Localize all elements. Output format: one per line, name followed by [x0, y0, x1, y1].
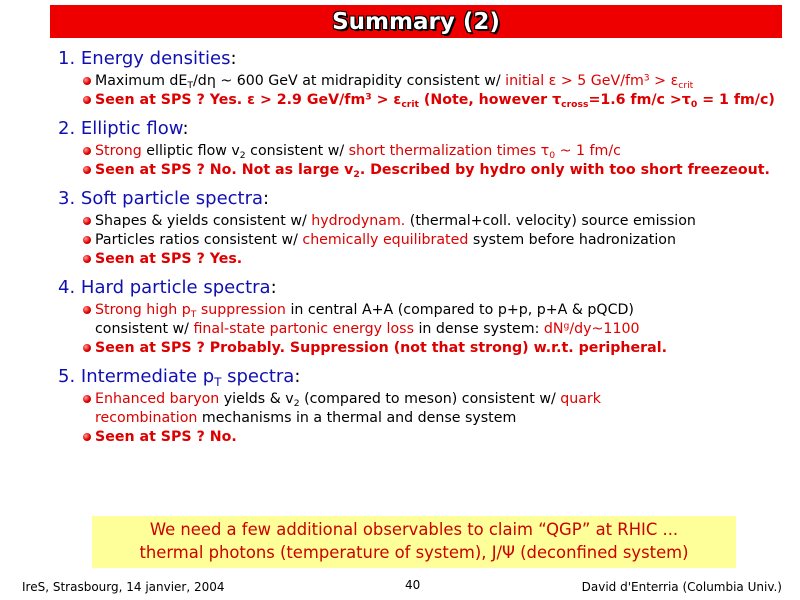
bullet-dot-icon	[83, 147, 91, 155]
bullet-item: Seen at SPS ? No. Not as large $v_2$. Described by hydro only with too short freezeout.	[58, 161, 798, 180]
bullet-item: Seen at SPS ? Probably. Suppression (not that strong) w.r.t. peripheral.	[58, 339, 798, 358]
bullet-dot-icon	[83, 96, 91, 104]
colon: :	[263, 188, 270, 209]
section-title: Elliptic flow	[80, 118, 183, 139]
slide-content	[58, 46, 798, 453]
conclusion-line: thermal photons (temperature of system), J/Ψ (deconfined system)	[139, 543, 689, 562]
bullet-item: Maximum $dE_T/d\eta$ ~ 600 GeV at midrapidity consistent w/ initial ε > 5 GeV/$fm^3 > \varepsilon_{crit}$	[58, 72, 798, 91]
page-number: 40	[405, 578, 421, 592]
section-soft-particle-spectra	[58, 186, 798, 269]
colon: :	[270, 277, 277, 298]
bullet-item: Seen at SPS ? No.	[58, 428, 798, 447]
footer-author: David d'Enterria (Columbia Univ.)	[581, 580, 782, 594]
bullet-item: Strong high $p_T$ suppression in central A+A (compared to p+p, p+A & pQCD)	[58, 301, 798, 320]
section-number: 3.	[58, 188, 76, 209]
section-intermediate-pt-spectra	[58, 364, 798, 447]
section-heading	[58, 186, 798, 212]
section-number: 2.	[58, 118, 76, 139]
conclusion-line: We need a few additional observables to claim “QGP” at RHIC ...	[149, 520, 679, 539]
section-title: Hard particle spectra	[80, 277, 271, 298]
section-title: Intermediate p	[80, 366, 215, 387]
conclusion-box	[92, 516, 736, 568]
section-number: 5.	[58, 366, 76, 387]
bullet-dot-icon	[83, 217, 91, 225]
colon: :	[230, 48, 237, 69]
title-bar	[50, 5, 782, 38]
section-number: 1.	[58, 48, 76, 69]
bullet-item: Shapes & yields consistent w/ hydrodynam. (thermal+coll. velocity) source emission	[58, 212, 798, 231]
bullet-dot-icon	[83, 77, 91, 85]
section-elliptic-flow	[58, 116, 798, 180]
bullet-item: Enhanced baryon yields & $v_2$ (compared to meson) consistent w/ quark	[58, 390, 798, 409]
section-number: 4.	[58, 277, 76, 298]
bullet-dot-icon	[83, 433, 91, 441]
section-heading	[58, 275, 798, 301]
section-hard-particle-spectra	[58, 275, 798, 358]
bullet-continuation: recombination mechanisms in a thermal and dense system	[95, 410, 517, 426]
section-heading	[58, 116, 798, 142]
bullet-item: Seen at SPS ? Yes.	[58, 250, 798, 269]
section-title: Soft particle spectra	[80, 188, 264, 209]
colon: :	[182, 118, 189, 139]
bullet-dot-icon	[83, 255, 91, 263]
section-energy-densities	[58, 46, 798, 110]
bullet-dot-icon	[83, 344, 91, 352]
colon: :	[294, 366, 301, 387]
bullet-item: Particles ratios consistent w/ chemically equilibrated system before hadronization	[58, 231, 798, 250]
bullet-dot-icon	[83, 236, 91, 244]
bullet-item: Seen at SPS ? Yes. ε > 2.9 GeV/$fm^3 > \varepsilon_{crit}$ (Note, however $\tau_{cross}=1.6$ $fm/c >\tau_0 = 1$ fm/c)	[58, 91, 798, 110]
bullet-continuation: consistent w/ final-state partonic energy loss in dense system: $dN^g/dy\sim 1100$	[95, 320, 640, 337]
footer-venue: IreS, Strasbourg, 14 janvier, 2004	[22, 580, 225, 594]
section-heading	[58, 46, 798, 72]
bullet-dot-icon	[83, 395, 91, 403]
section-heading: 5. Intermediate $p_T$ spectra:	[58, 366, 301, 390]
bullet-item: Strong elliptic flow $v_2$ consistent w/ short thermalization times $\tau_0$ ~ 1 fm/c	[58, 142, 798, 161]
section-title: Energy densities	[80, 48, 231, 69]
bullet-dot-icon	[83, 166, 91, 174]
bullet-dot-icon	[83, 306, 91, 314]
slide-title: Summary (2)	[332, 8, 500, 35]
